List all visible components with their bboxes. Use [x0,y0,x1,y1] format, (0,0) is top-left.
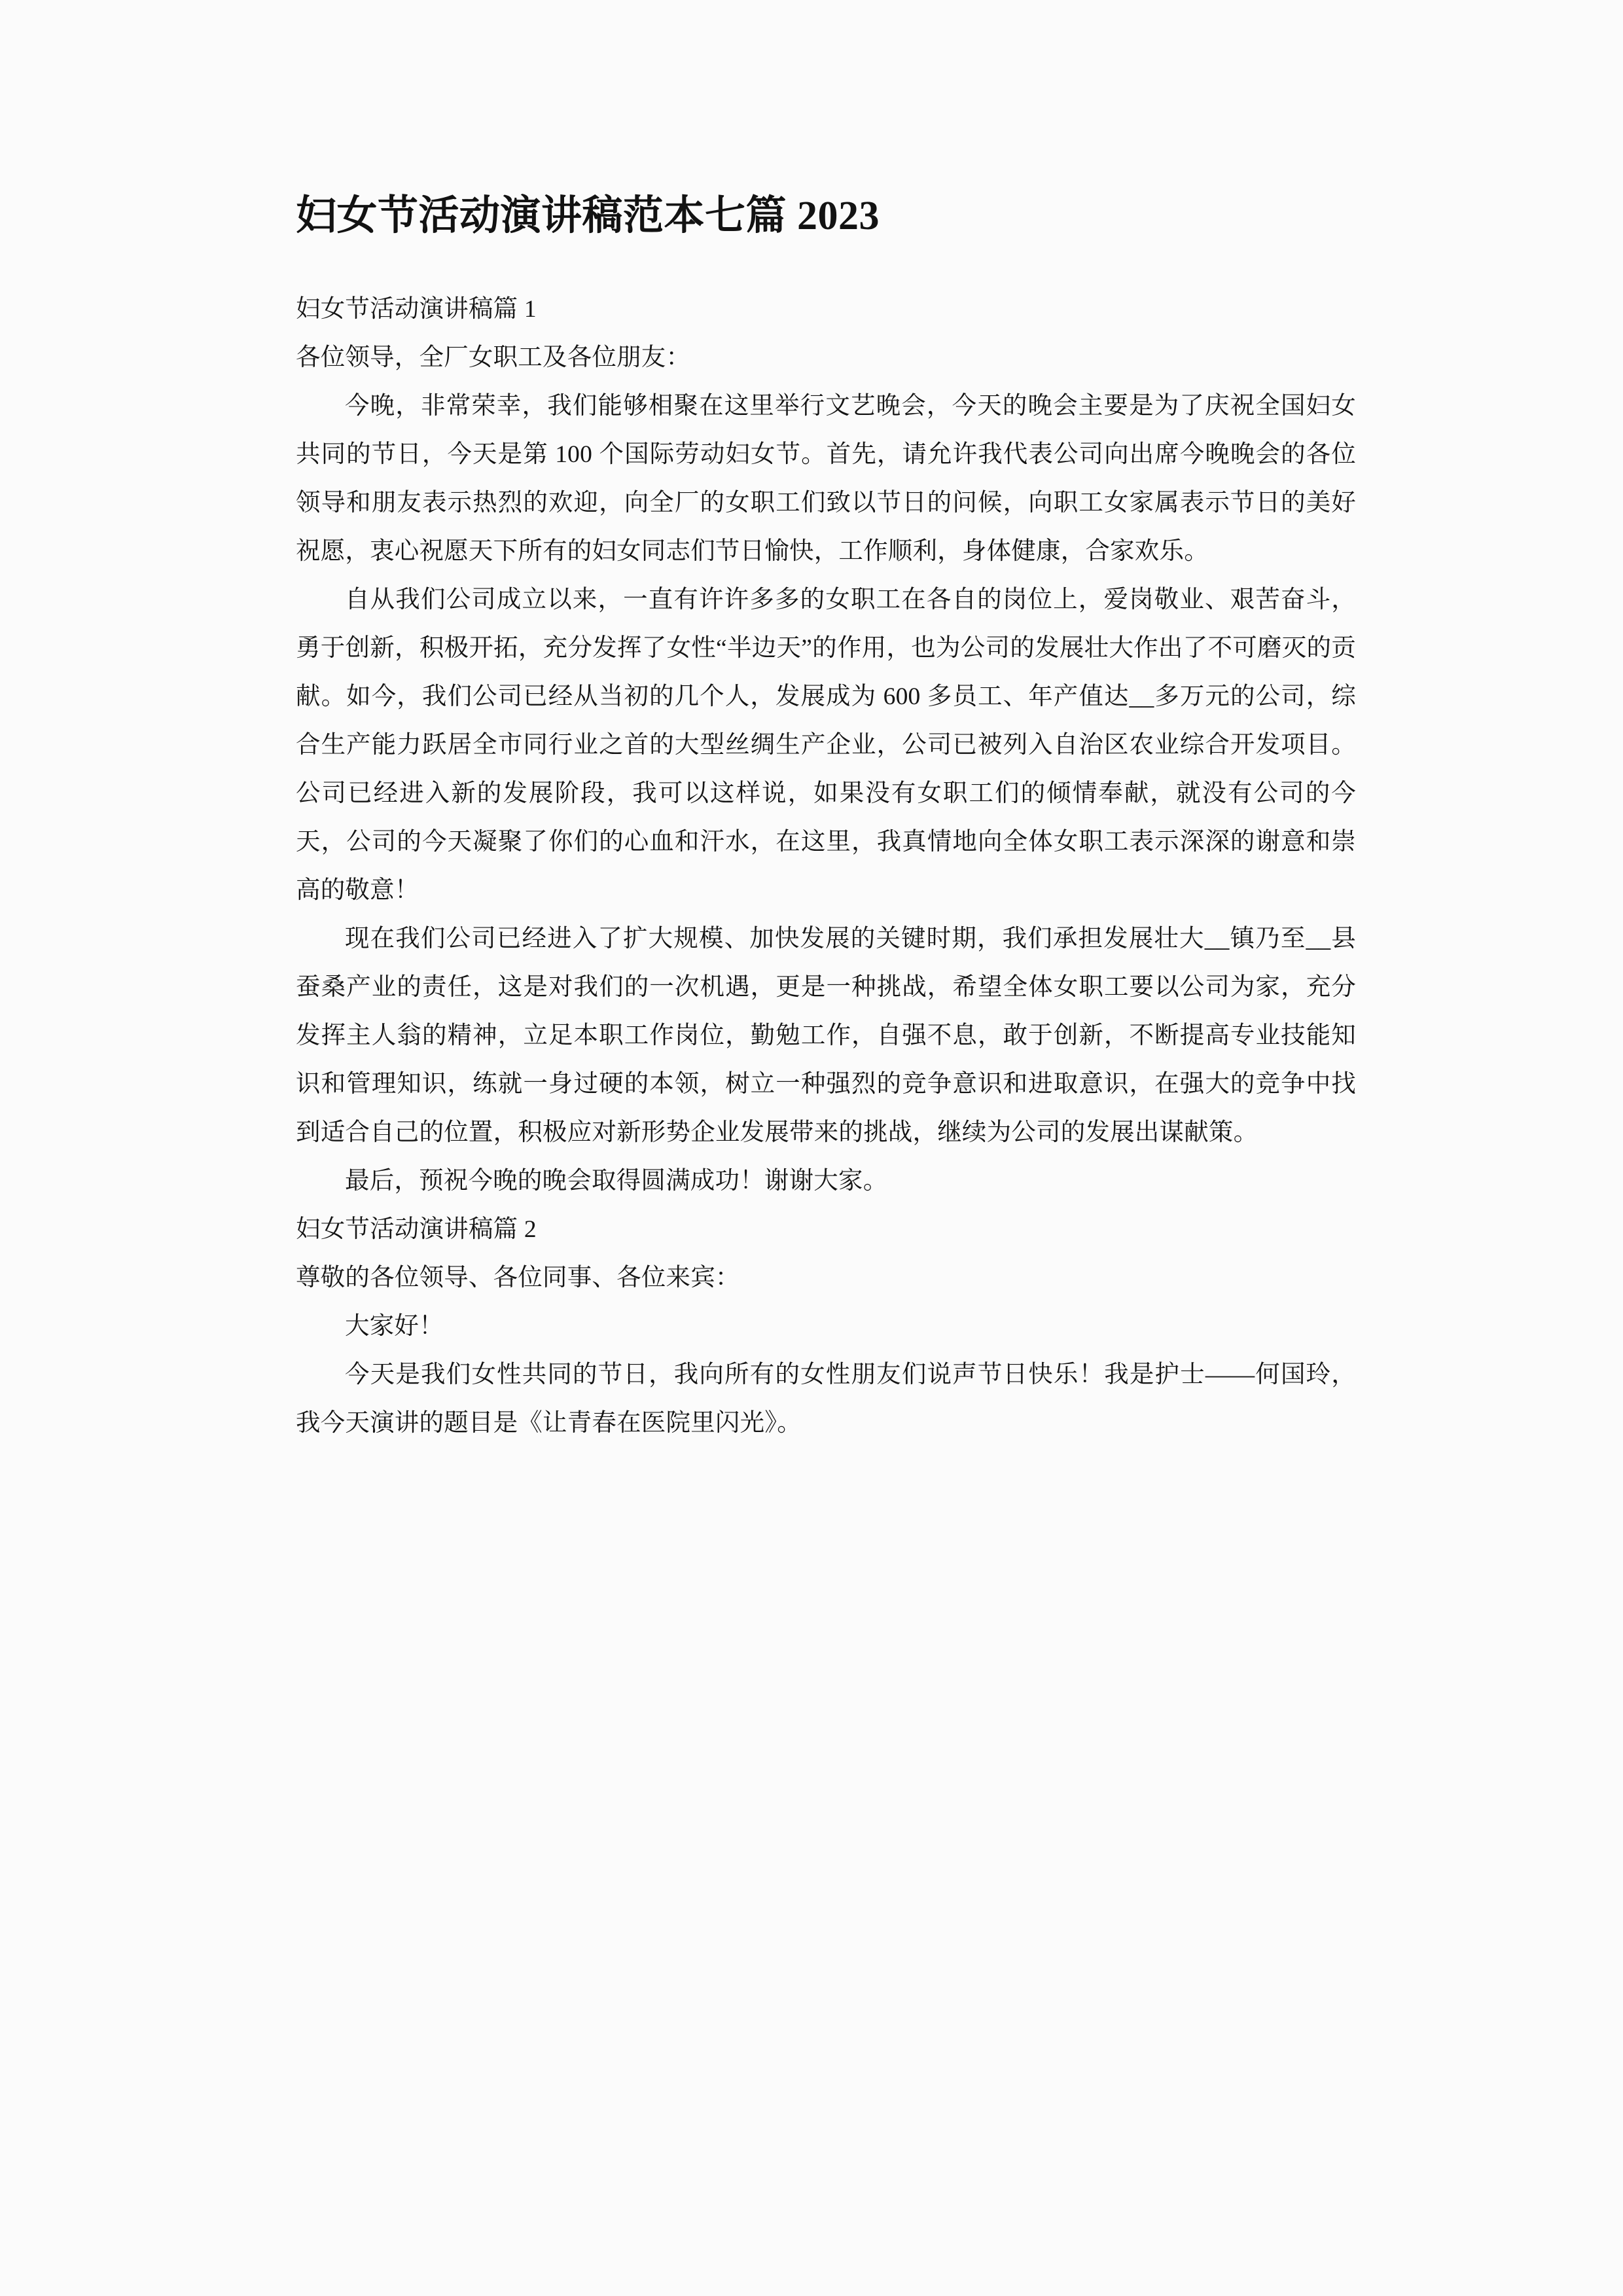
section-1-paragraph-1: 今晚，非常荣幸，我们能够相聚在这里举行文艺晚会，今天的晚会主要是为了庆祝全国妇女共同的节日，今天是第 100 个国际劳动妇女节。首先，请允许我代表公司向出席今晚晚会的各位领导和朋友表示热烈的欢迎，向全厂的女职工们致以节日的问候，向职工女家属表示节日的美好祝愿，衷心祝愿天下所有的妇女同志们节日愉快，工作顺利，身体健康，合家欢乐。 [296,392,1356,565]
section-2 [296,1206,1356,1448]
section-2-salutation: 尊敬的各位领导、各位同事、各位来宾： [296,1264,740,1291]
document-content [296,0,1356,1448]
section-1 [296,285,1356,1206]
section-1-paragraph-4: 最后，预祝今晚的晚会取得圆满成功！谢谢大家。 [345,1167,888,1194]
section-1-paragraph-2: 自从我们公司成立以来，一直有许许多多的女职工在各自的岗位上，爱岗敬业、艰苦奋斗，勇于创新，积极开拓，充分发挥了女性“半边天”的作用，也为公司的发展壮大作出了不可磨灭的贡献。如今，我们公司已经从当初的几个人，发展成为 600 多员工、年产值达__多万元的公司，综合生产能力跃居全市同行业之首的大型丝绸生产企业，公司已被列入自治区农业综合开发项目。公司已经进入新的发展阶段，我可以这样说，如果没有女职工们的倾情奉献，就没有公司的今天，公司的今天凝聚了你们的心血和汗水，在这里，我真情地向全体女职工表示深深的谢意和崇高的敬意！ [296,586,1356,904]
section-1-paragraph-3: 现在我们公司已经进入了扩大规模、加快发展的关键时期，我们承担发展壮大__镇乃至__县蚕桑产业的责任，这是对我们的一次机遇，更是一种挑战，希望全体女职工要以公司为家，充分发挥主人翁的精神，立足本职工作岗位，勤勉工作，自强不息，敢于创新，不断提高专业技能知识和管理知识，练就一身过硬的本领，树立一种强烈的竞争意识和进取意识，在强大的竞争中找到适合自己的位置，积极应对新形势企业发展带来的挑战，继续为公司的发展出谋献策。 [296,925,1356,1146]
page-title: 妇女节活动演讲稿范本七篇 2023 [296,194,880,238]
section-1-salutation: 各位领导，全厂女职工及各位朋友： [296,344,691,371]
section-1-heading: 妇女节活动演讲稿篇 1 [296,295,537,323]
section-2-greeting: 大家好！ [345,1312,444,1340]
section-2-heading: 妇女节活动演讲稿篇 2 [296,1215,537,1243]
section-2-paragraph-1: 今天是我们女性共同的节日，我向所有的女性朋友们说声节日快乐！我是护士——何国玲，我今天演讲的题目是《让青春在医院里闪光》。 [296,1361,1356,1437]
